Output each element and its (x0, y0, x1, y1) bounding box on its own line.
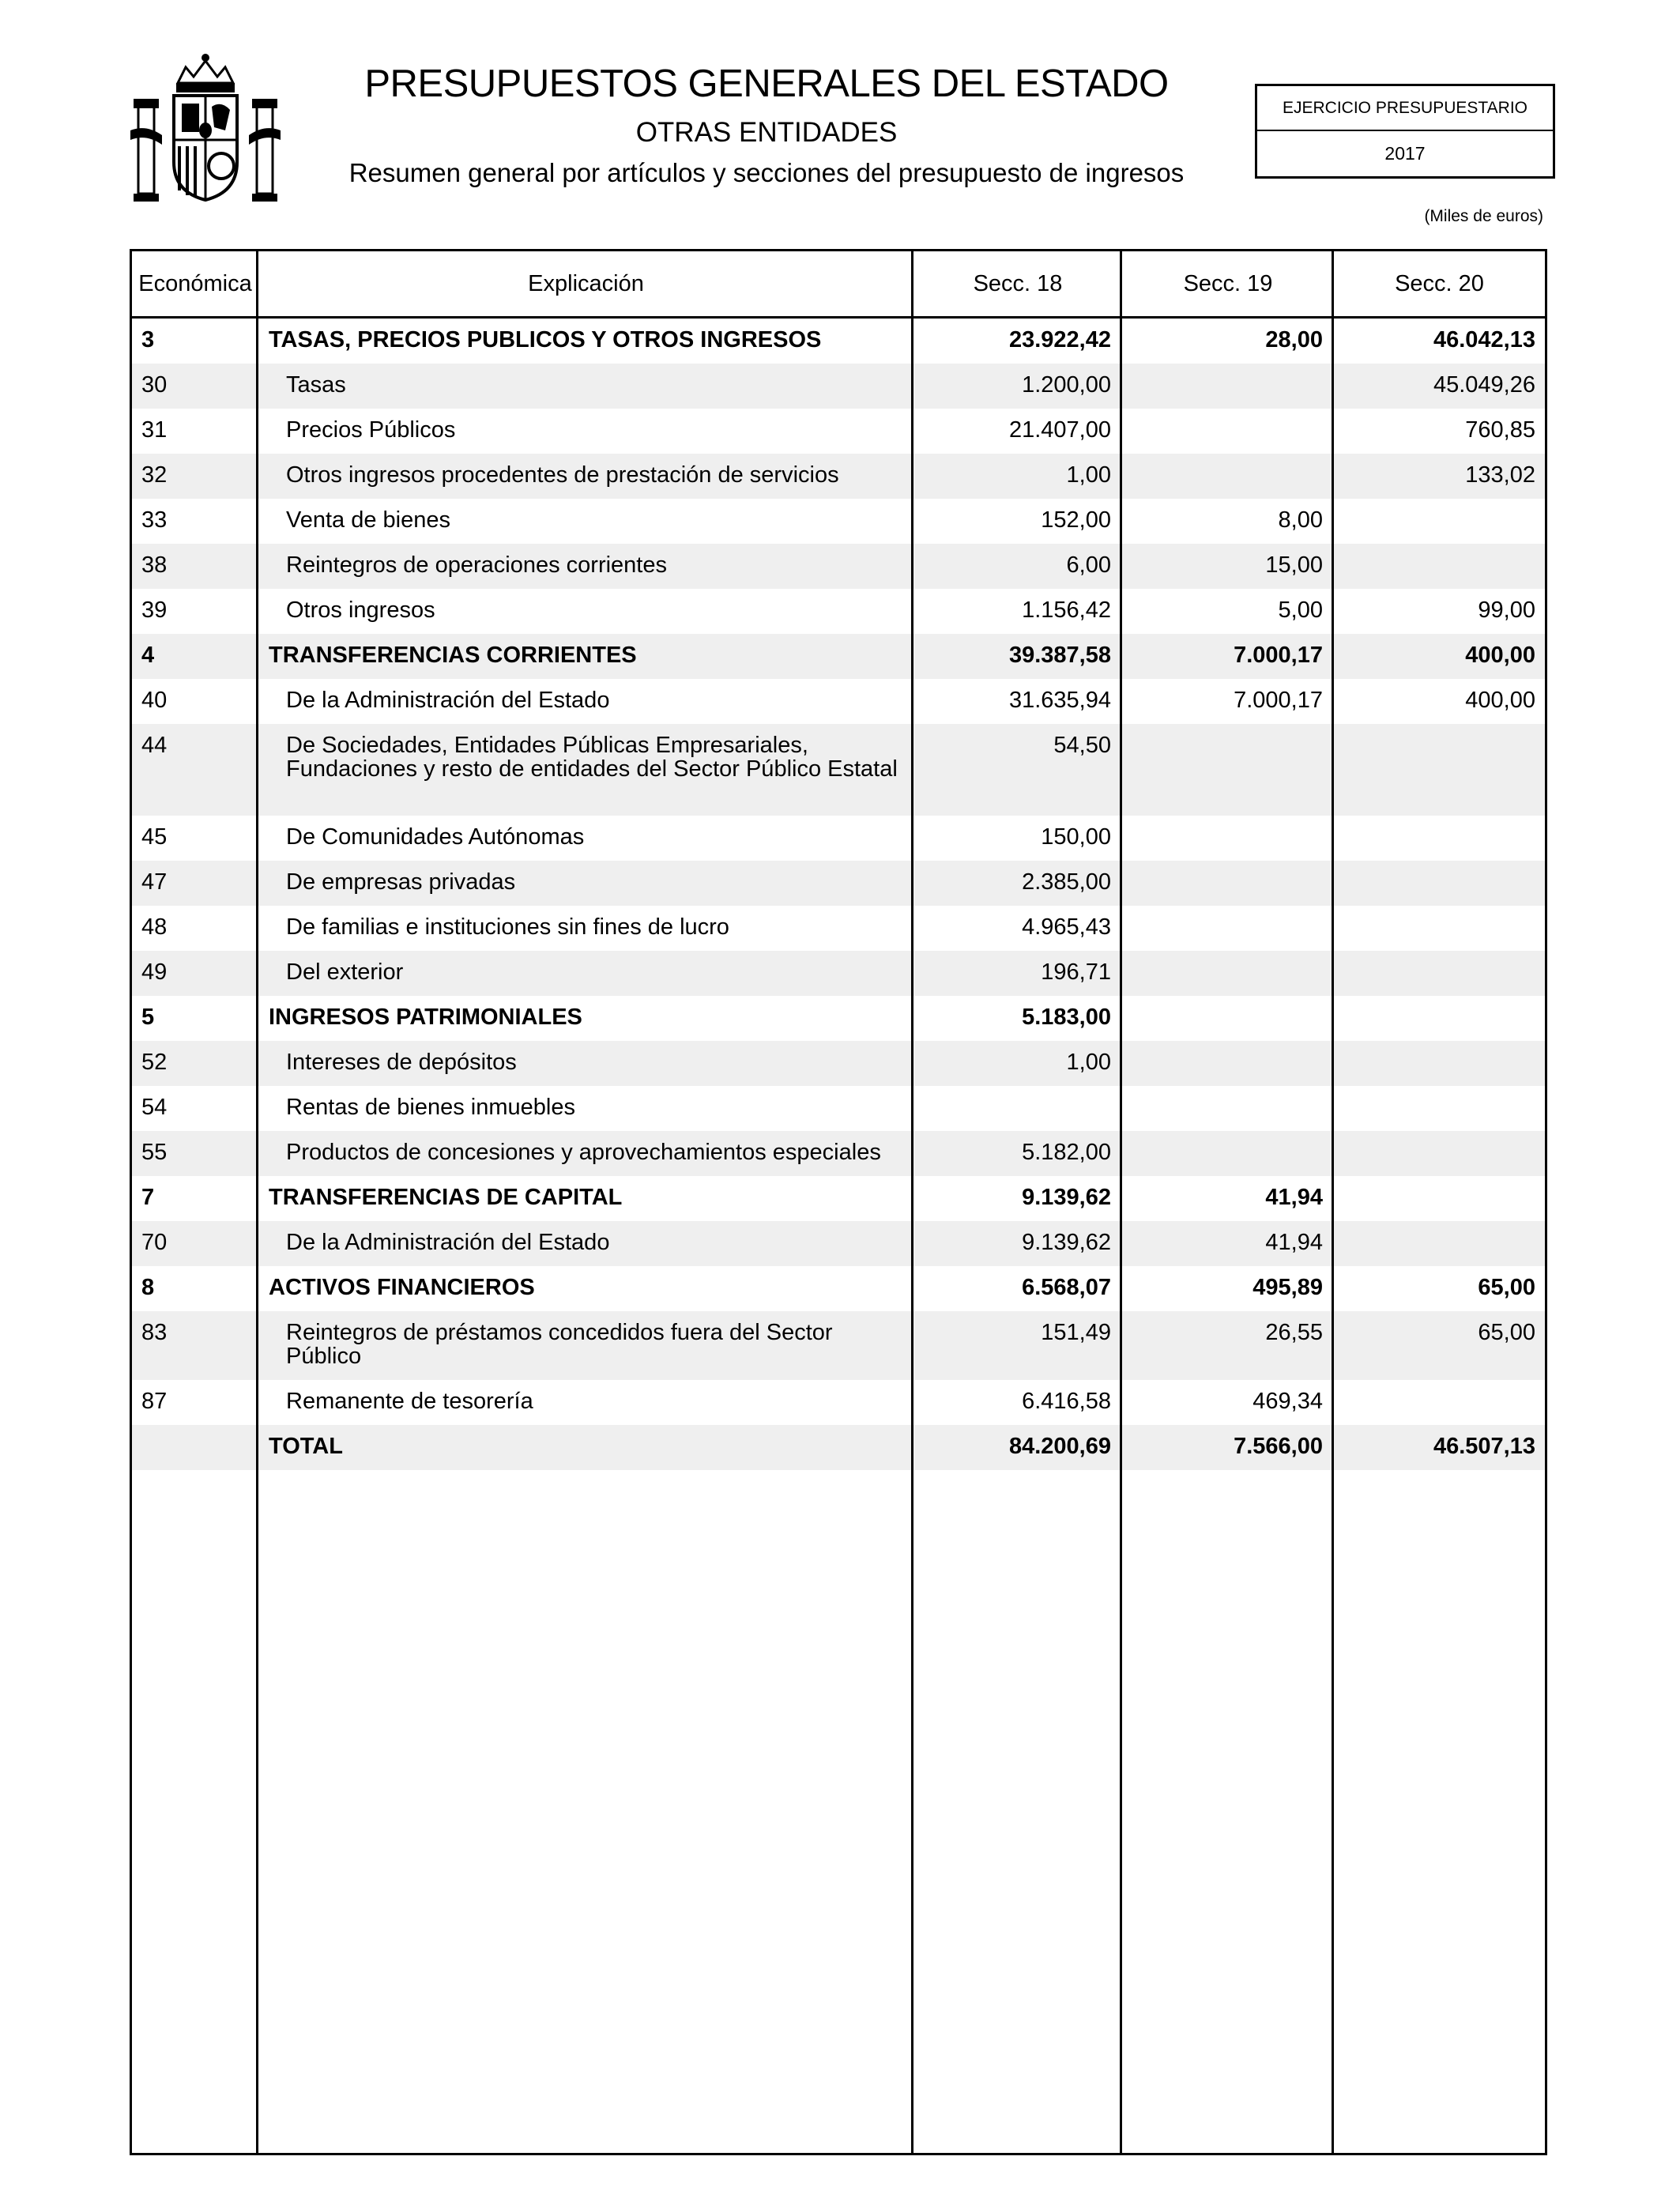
cell-label: Venta de bienes (286, 507, 451, 533)
cell-secc-20: 46.507,13 (1433, 1434, 1535, 1459)
cell-secc-19 (1122, 951, 1334, 960)
cell-code: 48 (141, 914, 168, 940)
document-title: PRESUPUESTOS GENERALES DEL ESTADO (364, 62, 1169, 105)
cell-secc-18 (913, 1086, 1122, 1095)
cell-secc-20 (1334, 724, 1545, 733)
cell-label: Del exterior (286, 959, 404, 985)
cell-secc-20 (1334, 1221, 1545, 1231)
cell-label: De la Administración del Estado (286, 688, 610, 713)
cell-label: De la Administración del Estado (286, 1230, 610, 1255)
cell-secc-18: 84.200,69 (1008, 1434, 1111, 1459)
cell-secc-18: 1.156,42 (1022, 598, 1111, 623)
cell-secc-18: 9.139,62 (1022, 1185, 1111, 1210)
cell-secc-20 (1334, 1086, 1545, 1095)
cell-code: 38 (141, 552, 168, 578)
cell-secc-20 (1334, 906, 1545, 915)
cell-secc-20: 99,00 (1478, 598, 1535, 623)
cell-secc-19: 26,55 (1265, 1320, 1323, 1345)
cell-code: 44 (141, 733, 168, 758)
cell-label: Otros ingresos procedentes de prestación de servicios (286, 462, 839, 488)
cell-code: 33 (141, 507, 168, 533)
cell-code: 4 (141, 643, 155, 668)
cell-secc-19 (1122, 724, 1334, 733)
cell-secc-18: 23.922,42 (1008, 327, 1111, 352)
cell-secc-19 (1122, 409, 1334, 418)
cell-label: De Comunidades Autónomas (286, 824, 585, 850)
cell-code: 45 (141, 824, 168, 850)
cell-label: Otros ingresos (286, 598, 435, 623)
cell-secc-19 (1122, 1131, 1334, 1140)
cell-secc-19 (1122, 364, 1334, 373)
document-subtitle: OTRAS ENTIDADES (635, 117, 898, 148)
cell-secc-19: 15,00 (1265, 552, 1323, 578)
cell-code: 54 (141, 1095, 168, 1120)
header-secc-18: Secc. 18 (973, 271, 1063, 296)
cell-code: 55 (141, 1140, 168, 1165)
cell-secc-20: 760,85 (1465, 417, 1535, 443)
cell-secc-20: 133,02 (1465, 462, 1535, 488)
cell-secc-18: 196,71 (1041, 959, 1111, 985)
cell-code: 39 (141, 598, 168, 623)
cell-label: TRANSFERENCIAS DE CAPITAL (269, 1185, 623, 1210)
column-divider (256, 251, 258, 2153)
cell-secc-19 (1122, 1086, 1334, 1095)
cell-secc-18: 5.182,00 (1022, 1140, 1111, 1165)
cell-label: INGRESOS PATRIMONIALES (269, 1005, 582, 1030)
cell-secc-18: 151,49 (1041, 1320, 1111, 1345)
cell-secc-19: 7.000,17 (1234, 643, 1323, 668)
header-economica: Económica (138, 271, 252, 296)
cell-secc-19: 7.000,17 (1234, 688, 1323, 713)
cell-secc-18: 6,00 (1066, 552, 1111, 578)
cell-secc-18: 5.183,00 (1022, 1005, 1111, 1030)
cell-label: TRANSFERENCIAS CORRIENTES (269, 643, 637, 668)
cell-secc-20 (1334, 1176, 1545, 1186)
cell-label: De familias e instituciones sin fines de lucro (286, 914, 729, 940)
header-explicacion: Explicación (528, 271, 644, 296)
cell-secc-19: 469,34 (1252, 1389, 1323, 1414)
cell-secc-18: 54,50 (1053, 733, 1111, 758)
cell-code (132, 1425, 258, 1434)
cell-code: 87 (141, 1389, 168, 1414)
column-divider (911, 251, 913, 2153)
cell-secc-19 (1122, 454, 1334, 463)
cell-secc-20 (1334, 816, 1545, 825)
units-note: (Miles de euros) (1424, 207, 1543, 225)
cell-code: 7 (141, 1185, 155, 1210)
cell-code: 5 (141, 1005, 155, 1030)
cell-secc-19 (1122, 906, 1334, 915)
cell-secc-18: 6.568,07 (1022, 1275, 1111, 1300)
cell-secc-18: 21.407,00 (1008, 417, 1111, 443)
cell-secc-18: 1.200,00 (1022, 372, 1111, 398)
cell-label: De empresas privadas (286, 869, 516, 895)
cell-code: 52 (141, 1050, 168, 1075)
ejercicio-box (1255, 84, 1555, 179)
cell-secc-20 (1334, 1131, 1545, 1140)
cell-secc-19 (1122, 861, 1334, 870)
cell-secc-18: 152,00 (1041, 507, 1111, 533)
cell-secc-18: 6.416,58 (1022, 1389, 1111, 1414)
ejercicio-year: 2017 (1384, 143, 1426, 164)
header-secc-19: Secc. 19 (1183, 271, 1273, 296)
document-description: Resumen general por artículos y secciones del presupuesto de ingresos (348, 158, 1185, 187)
cell-secc-20: 65,00 (1478, 1320, 1535, 1345)
cell-secc-20 (1334, 1380, 1545, 1389)
column-divider (1120, 251, 1122, 2153)
cell-secc-20: 65,00 (1478, 1275, 1535, 1300)
cell-label: TOTAL (269, 1434, 343, 1459)
cell-secc-19 (1122, 996, 1334, 1005)
header-secc-20: Secc. 20 (1395, 271, 1484, 296)
cell-label: TASAS, PRECIOS PUBLICOS Y OTROS INGRESOS (269, 327, 822, 352)
cell-label: Tasas (286, 372, 346, 398)
cell-secc-19 (1122, 1041, 1334, 1050)
cell-label: Remanente de tesorería (286, 1389, 533, 1414)
cell-code: 47 (141, 869, 168, 895)
cell-secc-19: 8,00 (1278, 507, 1323, 533)
cell-label: Reintegros de préstamos concedidos fuera del Sector Público (286, 1320, 833, 1369)
cell-code: 3 (141, 327, 155, 352)
cell-label: Precios Públicos (286, 417, 456, 443)
cell-code: 31 (141, 417, 168, 443)
cell-secc-19: 41,94 (1265, 1230, 1323, 1255)
column-divider (1332, 251, 1334, 2153)
cell-secc-18: 1,00 (1066, 462, 1111, 488)
cell-secc-19: 5,00 (1278, 598, 1323, 623)
cell-secc-18: 2.385,00 (1022, 869, 1111, 895)
cell-code: 49 (141, 959, 168, 985)
cell-label: De Sociedades, Entidades Públicas Empresariales, Fundaciones y resto de entidades del Sector Público Estatal (286, 733, 898, 782)
cell-secc-20 (1334, 1041, 1545, 1050)
cell-label: Productos de concesiones y aprovechamientos especiales (286, 1140, 881, 1165)
cell-secc-18: 4.965,43 (1022, 914, 1111, 940)
budget-table (130, 249, 1547, 2155)
cell-code: 30 (141, 372, 168, 398)
cell-secc-20 (1334, 951, 1545, 960)
cell-secc-18: 1,00 (1066, 1050, 1111, 1075)
cell-code: 40 (141, 688, 168, 713)
cell-secc-18: 39.387,58 (1008, 643, 1111, 668)
cell-secc-19: 7.566,00 (1234, 1434, 1323, 1459)
cell-secc-20: 400,00 (1465, 643, 1535, 668)
cell-secc-18: 150,00 (1041, 824, 1111, 850)
cell-label: Intereses de depósitos (286, 1050, 517, 1075)
coat-of-arms-logo (130, 51, 281, 209)
cell-label: ACTIVOS FINANCIEROS (269, 1275, 535, 1300)
cell-secc-19: 28,00 (1265, 327, 1323, 352)
cell-secc-20 (1334, 861, 1545, 870)
cell-secc-20 (1334, 544, 1545, 553)
cell-secc-18: 31.635,94 (1008, 688, 1111, 713)
cell-code: 83 (141, 1320, 168, 1345)
cell-code: 8 (141, 1275, 155, 1300)
cell-label: Reintegros de operaciones corrientes (286, 552, 667, 578)
cell-label: Rentas de bienes inmuebles (286, 1095, 575, 1120)
ejercicio-label: EJERCICIO PRESUPUESTARIO (1257, 86, 1553, 131)
cell-code: 70 (141, 1230, 168, 1255)
cell-secc-20 (1334, 499, 1545, 508)
cell-secc-20 (1334, 996, 1545, 1005)
cell-secc-18: 9.139,62 (1022, 1230, 1111, 1255)
cell-secc-20: 400,00 (1465, 688, 1535, 713)
cell-secc-20: 46.042,13 (1433, 327, 1535, 352)
cell-secc-19 (1122, 816, 1334, 825)
cell-secc-20: 45.049,26 (1433, 372, 1535, 398)
cell-secc-19: 41,94 (1265, 1185, 1323, 1210)
cell-secc-19: 495,89 (1252, 1275, 1323, 1300)
cell-code: 32 (141, 462, 168, 488)
